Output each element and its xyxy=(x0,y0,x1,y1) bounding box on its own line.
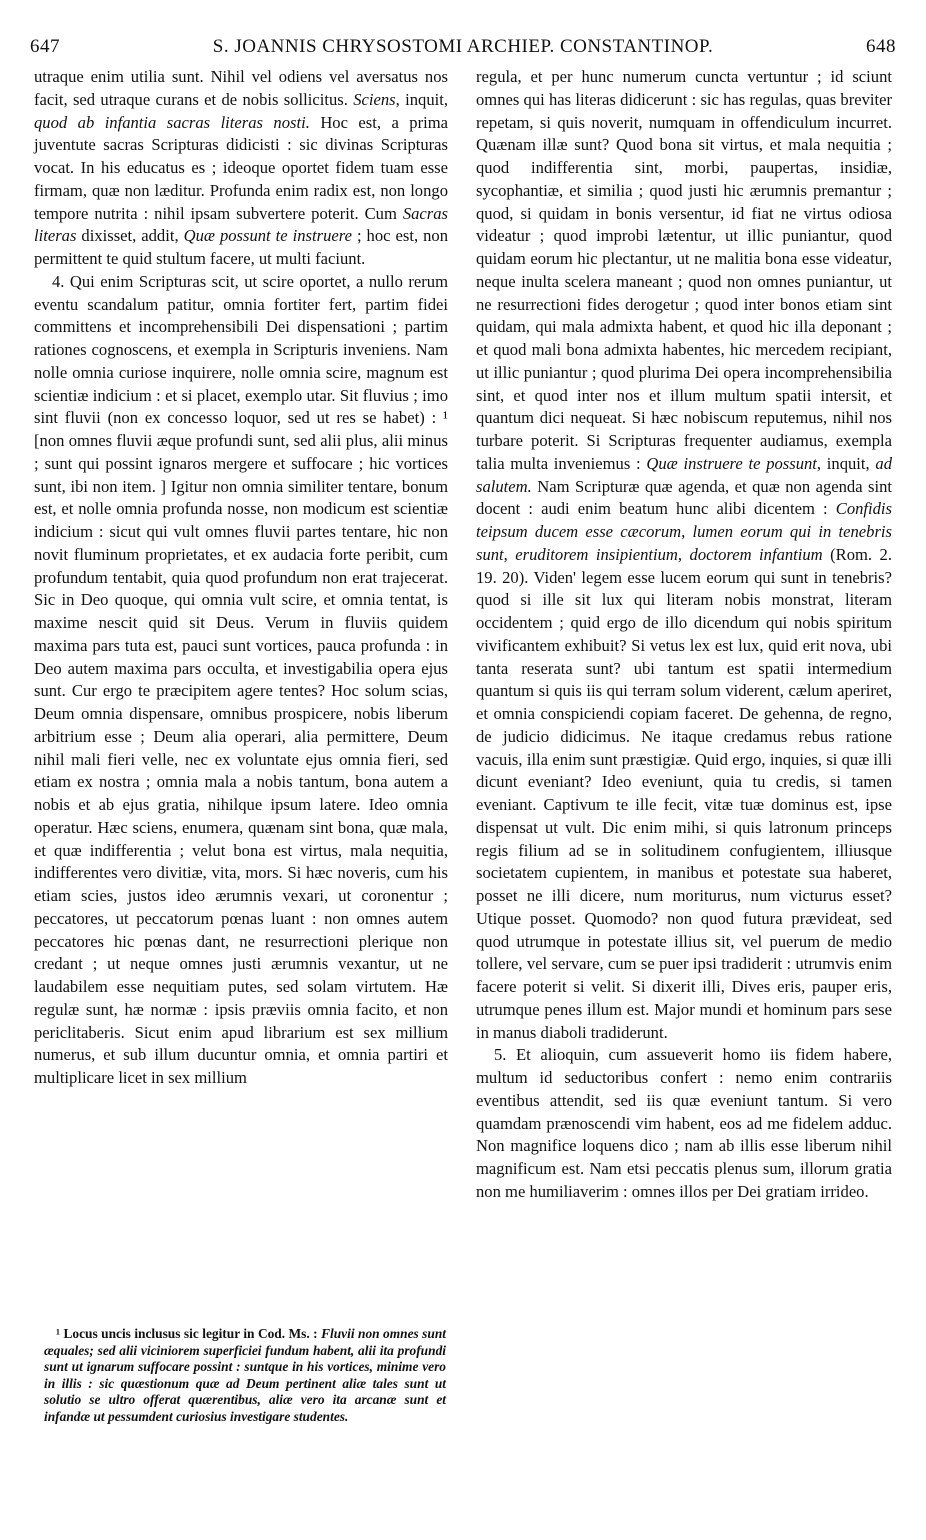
paragraph-4: 4. Qui enim Scripturas scit, ut scire oportet, a nullo rerum eventu scandalum patitur, omnia fortiter fert, partim fidei committens et incomprehensibili Dei dispensationi ; partim rationes cognoscens, et exempla in Scripturis inveniens. Nam nolle omnia curiose inquirere, nolle omnia scire, magnum est scientiæ indicium : et si placet, exemplo utar. Sit fluvius ; imo sint fluvii (non ex concesso loquor, sed ut res se habet) : ¹ [non omnes fluvii æque profundi sunt, sed alii plus, alii minus ; sunt qui possint ignaros mergere et suffocare ; hic vortices sunt, ibi non item. ] Igitur non omnia similiter tentare, bonum est, et nolle omnia profunda nosse, non modicum est scientiæ indicium : sicut qui vult omnes fluvii partes tentare, hic non novit fluminum proprietates, et ex audacia forte peribit, cum profundum tentabit, quia quod profundum non erat trajecerat. Sic in Deo quoque, qui omnia vult scire, et omnia tentat, is maxime nescit quid sit Deus. Verum in fluviis quidem maxima pars tuta est, pauci sunt vortices, pauca profunda : in Deo autem maxima pars occulta, et investigabilia opera ejus sunt. Cur ergo te præcipitem agere tentes? Hoc solum scias, Deum omnia dispensare, omnibus prospicere, nobis liberum arbitrium esse ; Deum alia operari, alia permittere, Deum nihil mali fieri velle, nec ex voluntate ejus omnia fieri, sed etiam ex nostra ; omnia mala a nobis tantum, bona autem a nobis et ab ejus gratia, nihilque ipsum latere. Ideo omnia operatur. Hæc sciens, enumera, quænam sint bona, quæ mala, et quæ indifferentia ; velut bona est virtus, mala nequitia, indifferentes vero divitiæ, vita, mors. Si hæc noveris, cum his etiam scies, justos ideo ærumnis vexari, ut coronentur ; peccatores, ut peccatorum pœnas luant : non omnes autem peccatores hic pœnas dant, ne resurrectioni plerique non credant ; ut neque omnes justi ærumnis vexantur, ut ne laudabilem esse nequitiam putes, sed solam virtutem. Hæ regulæ sunt, hæ normæ : ipsis præviis omnia facito, et non periclitaberis. Sicut enim apud librarium est sex millium numerus, et sub illum ducuntur omnia, et omnia partiri et multiplicare licet in sex millium xyxy=(34,271,448,1087)
page-number-right: 648 xyxy=(866,36,896,57)
left-column xyxy=(34,66,448,1090)
text-run: utraque enim utilia sunt. Nihil vel odiens vel aversatus nos facit, sed utraque curans et de nobis sollicitus. xyxy=(34,67,448,109)
footnote xyxy=(44,1326,446,1426)
text-run: (Rom. 2. 19. 20). Viden' legem esse lucem eorum qui sunt in tenebris? quod si ille sit lux qui literam nobis monstrat, literam occidentem ; quid ergo de illo dicendum qui nobis spiritum vivificantem exhibuit? Si vetus lex est lux, quid erit nova, ubi tanta reserata sunt? ubi tantum est spatii intermedium quantum si quis iis qui terram solum viderent, cælum aperiret, et omnia conspiciendi copiam faceret. De gehenna, de regno, de judicio didicimus. Ne itaque credamus rebus ratione vacuis, illa enim sunt præstigiæ. Quid ergo, inquies, si quæ illi dicunt eveniant? Ideo eveniunt, quia tu credis, si tamen eveniant. Captivum te ille fecit, vitæ tuæ dominus est, ipse dispensat ut vult. Dic enim mihi, si quis latronum princeps regis filium ad se in solitudinem confugientem, illiusque societatem cupientem, in manibus et potestate sua haberet, posset ne illi dicere, num moriturus, num victurus esset? Utique posset. Quomodo? non quod futura prævideat, sed quod utrumque in potestate illius sit, vel puerum de medio tollere, vel servare, cum se puer ipsi tradiderit : utrumvis enim facere poterit si velit. Si dixerit illi, Dives eris, pauper eris, utrumque penes illum est. Major mundi et hominum pars sese in manus diaboli tradiderunt. xyxy=(476,544,892,1042)
italic-quote: Confidis teipsum ducem esse cæcorum, lumen eorum qui in tenebris sunt, eruditorem insipientium, doctorem infantium xyxy=(476,499,892,564)
italic-text: Sacras literas xyxy=(34,203,448,246)
footnote-lead: ¹ Locus uncis inclusus sic legitur in Cod. Ms. : xyxy=(56,1326,322,1341)
paragraph-5: 5. Et alioquin, cum assueverit homo iis fidem habere, multum id seductoribus confert : nemo enim contrariis eventibus attendit, sed iis quæ eveniunt tantum. Si vero quamdam prænoscendi vim habent, eos ad me fidelem adduc. Non magnifice loquens dico ; nam ab illis esse liberum nihil magnificum est. Nam etsi peccatis plenus sum, illorum gratia non me humiliaverim : omnes illos per Dei gratiam irrideo. xyxy=(476,1045,892,1201)
text-run: dixisset, addit, xyxy=(76,226,184,246)
text-run: ; hoc est, non permittent te quid stultum facere, ut multi faciunt. xyxy=(34,226,448,268)
text-run: regula, et per hunc numerum cuncta vertuntur ; id sciunt omnes qui has literas didicerunt : sic has regulas, quas breviter repetam, si quis noverit, numquam in offendiculum incurret. Quænam illæ sunt? Quod bona sit virtus, et mala nequitia ; quod indifferentia sint, morbi, paupertas, insidiæ, sycophantiæ, et similia ; quod justi hic ærumnis premantur ; quod, si quidam in bonis versentur, id fiat ne virtus odiosa videatur ; quod improbi lætentur, ut illic puniantur, quod quidam eorum hic plectantur, ut ne malitia bona esse videatur, neque inulta scelera maneant ; quod non omnes puniantur, ut ne resurrectioni fides derogetur ; quod inter bonos etiam sint quidam, qui mala admixta habent, et quod hic illa deponant ; et quod mali bona admixta habentes, hic mercedem recipiant, ut illic puniantur ; quod plurima Dei opera incomprehensibilia sint, et quod inter nos et illum multum spatii intersit, et quantum dici nequeat. Si hæc nobiscum reputemus, nihil nos turbare poterit. Si Scripturas frequenter audiamus, exempla talia multa inveniemus : xyxy=(476,67,892,473)
italic-quote: quod ab infantia sacras literas nosti. xyxy=(34,112,310,132)
running-title: S. JOANNIS CHRYSOSTOMI ARCHIEP. CONSTANTINOP. xyxy=(212,36,714,57)
italic-quote: Quæ instruere te possunt xyxy=(646,453,817,473)
text-run: , inquit, xyxy=(816,453,876,473)
page-number-left: 647 xyxy=(30,36,60,57)
paragraph-continued xyxy=(34,66,448,271)
italic-quote: Quæ possunt te instruere xyxy=(183,226,352,246)
footnote-quote: Fluvii non omnes sunt æquales; sed alii viciniorem superficiei fundum habent, alii ita profundi sunt ut ignarum suffocare possint : suntque in his vortices, minime vero in illis : sic quæstionum quæ ad Deum pertinent aliæ tales sunt ut solutio se ultro offerat quærentibus, aliæ vero ita arcanæ sunt et infandæ ut pessumdent curiosius investigare studentes. xyxy=(44,1326,446,1424)
text-run: Hoc est, a prima juventute sacras Scripturas didicisti : sic divinas Scripturas vocat. In his educatus es ; ideoque oportet fidem tuam esse firmam, quæ non læditur. Profunda enim radix est, non longo tempore nutrita : nihil ipsam subvertere poterit. Cum xyxy=(34,112,448,223)
text-run: Nam Scripturæ quæ agenda, et quæ non agenda sint docent : audi enim beatum hunc alibi dicentem : xyxy=(476,476,892,519)
paragraph-continued-right xyxy=(476,66,892,1044)
text-run: , inquit, xyxy=(395,89,449,109)
italic-quote: ad salutem. xyxy=(476,453,892,496)
right-column xyxy=(476,66,892,1204)
italic-text: Sciens xyxy=(353,89,396,109)
running-header xyxy=(30,36,896,60)
